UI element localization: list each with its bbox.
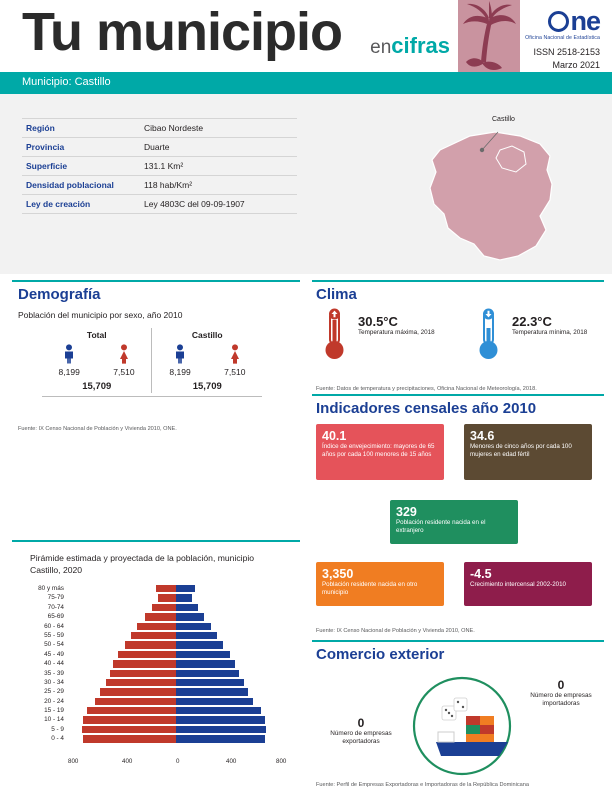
pyramid-bar-male (125, 641, 176, 648)
census-value: 3,350 (322, 567, 354, 581)
pyramid-bar-female (176, 726, 266, 733)
census-text: Población residente nacida en el extranjero (396, 519, 486, 534)
pyramid-bar-female (176, 594, 192, 601)
census-box-under-five (464, 424, 592, 480)
pyramid-row-label: 45 - 49 (44, 650, 64, 658)
pyramid-row (30, 593, 285, 602)
one-logo-circle (548, 11, 569, 32)
pyramid-bar-male (106, 679, 176, 686)
axis-tick: 400 (226, 758, 237, 765)
temp-min-value: 22.3°C (512, 314, 552, 329)
pyramid-bar-male (113, 660, 176, 667)
page-title: Tu municipio (22, 2, 342, 62)
pyramid-bar-female (176, 632, 217, 639)
pyramid-bar-female (176, 660, 235, 667)
census-box-other-municipality (316, 562, 444, 606)
map-shape-icon (400, 110, 590, 270)
pyramid-row (30, 725, 285, 734)
pyramid-row-label: 0 - 4 (51, 735, 64, 743)
pyramid-row (30, 603, 285, 612)
sum-row (42, 378, 262, 393)
pyramid-row (30, 706, 285, 715)
left-column (0, 274, 300, 792)
pyramid-bar-female (176, 707, 261, 714)
census-value: 40.1 (322, 429, 347, 443)
right-column (300, 274, 612, 792)
col-header-total: Total (86, 330, 107, 340)
population-table (42, 328, 262, 393)
pyramid-bar-male (87, 707, 176, 714)
pyramid-bar-female (176, 679, 244, 686)
pyramid-bar-female (176, 735, 265, 742)
pyramid-bar-male (118, 651, 176, 658)
pyramid-row-label: 20 - 24 (44, 697, 64, 705)
comercio-source: Fuente: Perfil de Empresas Exportadoras e Importadoras de la República Dominicana (316, 782, 529, 788)
info-label: Región (22, 119, 140, 138)
pyramid-row-label: 80 y más (38, 585, 64, 592)
census-value: 329 (396, 505, 417, 519)
census-text: Índice de envejecimiento: mayores de 65 años por cada 100 menores de 15 años (322, 443, 435, 458)
pyramid-bar-male (137, 623, 176, 630)
trade-graphic (316, 670, 608, 778)
pyramid-bar-male (156, 585, 176, 592)
pyramid-bar-male (152, 604, 176, 611)
info-label: Provincia (22, 138, 140, 157)
census-value: -4.5 (470, 567, 492, 581)
pyramid-row-label: 25 - 29 (44, 688, 64, 696)
pyramid-bar-male (145, 613, 176, 620)
male-icon-muni (152, 342, 208, 366)
temp-max-value: 30.5°C (358, 314, 398, 329)
temp-max-caption: Temperatura máxima, 2018 (358, 329, 435, 336)
demografia-source: Fuente: IX Censo Nacional de Población y Vivienda 2010, ONE. (18, 426, 177, 432)
clima-source: Fuente: Datos de temperatura y precipitaciones, Oficina Nacional de Meteorología, 2018. (316, 386, 537, 392)
census-box-aging (316, 424, 444, 480)
exporters-value: 0 (357, 716, 365, 730)
pyramid-bar-male (100, 688, 176, 695)
page-header (0, 0, 612, 72)
page-subtitle-big: cifras (391, 33, 450, 58)
info-label: Superficie (22, 157, 140, 176)
general-info-table (22, 118, 297, 214)
pyramid-row (30, 715, 285, 724)
pyramid-row (30, 669, 285, 678)
divider-clima (312, 280, 604, 282)
thermometer-min-icon (472, 308, 506, 364)
table-row (22, 176, 297, 195)
pyramid-row-label: 30 - 34 (44, 678, 64, 686)
pyramid-row-label: 65-69 (47, 613, 64, 621)
female-total-value: 7,510 (113, 367, 135, 377)
pyramid-row (30, 584, 285, 593)
info-label: Densidad poblacional (22, 176, 140, 195)
pyramid-row-label: 55 - 59 (44, 631, 64, 639)
male-muni-value: 8,199 (152, 366, 208, 378)
pyramid-bar-male (95, 698, 176, 705)
info-value: 118 hab/Km² (140, 176, 297, 195)
one-logo-tagline: Oficina Nacional de Estadística (525, 35, 600, 41)
section-title-censales: Indicadores censales año 2010 (316, 400, 537, 417)
section-title-clima: Clima (316, 286, 357, 303)
female-icon-total (96, 342, 152, 366)
issn-text: ISSN 2518-2153 (533, 47, 600, 57)
axis-tick: 0 (176, 758, 180, 765)
pyramid-row-label: 70-74 (47, 603, 64, 611)
axis-tick: 800 (276, 758, 287, 765)
pyramid-bar-female (176, 613, 204, 620)
sum-total-value: 15,709 (82, 381, 112, 392)
axis-tick: 800 (68, 758, 79, 765)
page-subtitle (350, 33, 450, 58)
census-text: Crecimiento intercensal 2002-2010 (470, 581, 566, 588)
pyramid-bar-female (176, 604, 198, 611)
census-text: Menores de cinco años por cada 100 mujeres en edad fértil (470, 443, 572, 458)
census-box-intercensal-growth (464, 562, 592, 606)
pyramid-bar-female (176, 641, 223, 648)
pyramid-bar-male (158, 594, 176, 601)
table-row (22, 119, 297, 138)
pyramid-bar-male (110, 670, 176, 677)
pyramid-row (30, 612, 285, 621)
one-logo-word (525, 8, 600, 34)
pyramid-title: Pirámide estimada y proyectada de la población, municipio Castillo, 2020 (30, 553, 255, 575)
one-logo (525, 8, 600, 41)
info-label: Ley de creación (22, 195, 140, 214)
gender-value-row (42, 366, 262, 378)
pyramid-row-label: 35 - 39 (44, 669, 64, 677)
temp-min-card (472, 308, 602, 366)
pyramid-row-label: 15 - 19 (44, 707, 64, 715)
census-text: Población residente nacida en otro municipio (322, 581, 418, 596)
one-logo-text: ne (570, 6, 600, 36)
divider-comercio (312, 640, 604, 642)
section-title-comercio: Comercio exterior (316, 646, 445, 663)
page-subtitle-small: en (370, 37, 392, 58)
divider-demografia (12, 280, 300, 282)
importers-value: 0 (557, 678, 565, 692)
pyramid-row-label: 5 - 9 (51, 725, 64, 733)
census-value: 34.6 (470, 429, 495, 443)
municipality-bar (0, 72, 612, 94)
pyramid-bar-female (176, 623, 211, 630)
divider-censales (312, 394, 604, 396)
female-muni-value: 7,510 (224, 367, 246, 377)
pyramid-row (30, 622, 285, 631)
table-row (22, 138, 297, 157)
exporters-caption: Número de empresas exportadoras (330, 730, 392, 745)
table-row (22, 157, 297, 176)
gender-icon-row (42, 342, 262, 366)
importers-caption: Número de empresas importadoras (530, 692, 592, 707)
table-row (22, 195, 297, 214)
pyramid-bar-male (131, 632, 176, 639)
male-figure-icon (173, 344, 187, 364)
male-total-value: 8,199 (58, 367, 80, 377)
pyramid-row (30, 650, 285, 659)
pyramid-row-label: 60 - 64 (44, 622, 64, 630)
municipality-label: Municipio: Castillo (22, 76, 111, 88)
date-text: Marzo 2021 (552, 60, 600, 70)
palm-tree-icon (458, 0, 520, 78)
info-value: 131.1 Km² (140, 157, 297, 176)
population-pyramid-chart (30, 584, 285, 754)
importers-block (516, 678, 606, 708)
census-box-foreign-born (390, 500, 518, 544)
axis-tick: 400 (122, 758, 133, 765)
pyramid-row (30, 697, 285, 706)
info-value: Duarte (140, 138, 297, 157)
temp-min-caption: Temperatura mínima, 2018 (512, 329, 588, 336)
province-map (400, 110, 590, 270)
female-figure-icon (117, 344, 131, 364)
male-figure-icon (62, 344, 76, 364)
pyramid-bar-female (176, 698, 253, 705)
censales-source: Fuente: IX Censo Nacional de Población y Vivienda 2010, ONE. (316, 628, 475, 634)
pyramid-bar-male (82, 726, 177, 733)
male-icon-total (42, 342, 96, 366)
exporters-block (318, 716, 404, 746)
population-table-rule (42, 396, 262, 397)
demografia-subtitle: Población del municipio por sexo, año 2010 (18, 310, 183, 320)
pyramid-row-label: 40 - 44 (44, 660, 64, 668)
pyramid-row (30, 687, 285, 696)
pyramid-bar-male (83, 716, 176, 723)
divider-piramide (12, 540, 300, 542)
pyramid-bar-female (176, 585, 195, 592)
pyramid-row (30, 678, 285, 687)
pyramid-bar-female (176, 716, 265, 723)
table-header-row (42, 328, 262, 342)
section-title-demografia: Demografía (18, 286, 101, 303)
pyramid-bar-female (176, 688, 248, 695)
header-meta (533, 46, 600, 72)
pyramid-row (30, 640, 285, 649)
female-icon-muni (208, 342, 262, 366)
col-header-municipality: Castillo (152, 328, 262, 342)
pyramid-row (30, 734, 285, 743)
thermometer-max-icon (318, 308, 352, 364)
pyramid-row-label: 50 - 54 (44, 641, 64, 649)
temp-max-card (318, 308, 448, 366)
pyramid-bar-female (176, 651, 230, 658)
pyramid-row-label: 75-79 (47, 594, 64, 602)
pyramid-bar-female (176, 670, 239, 677)
pyramid-row-label: 10 - 14 (44, 716, 64, 724)
pyramid-row (30, 631, 285, 640)
pyramid-row (30, 659, 285, 668)
info-value: Ley 4803C del 09-09-1907 (140, 195, 297, 214)
female-figure-icon (228, 344, 242, 364)
pyramid-bar-male (83, 735, 176, 742)
map-point-label: Castillo (492, 116, 515, 123)
info-value: Cibao Nordeste (140, 119, 297, 138)
sum-muni-value: 15,709 (152, 378, 262, 393)
